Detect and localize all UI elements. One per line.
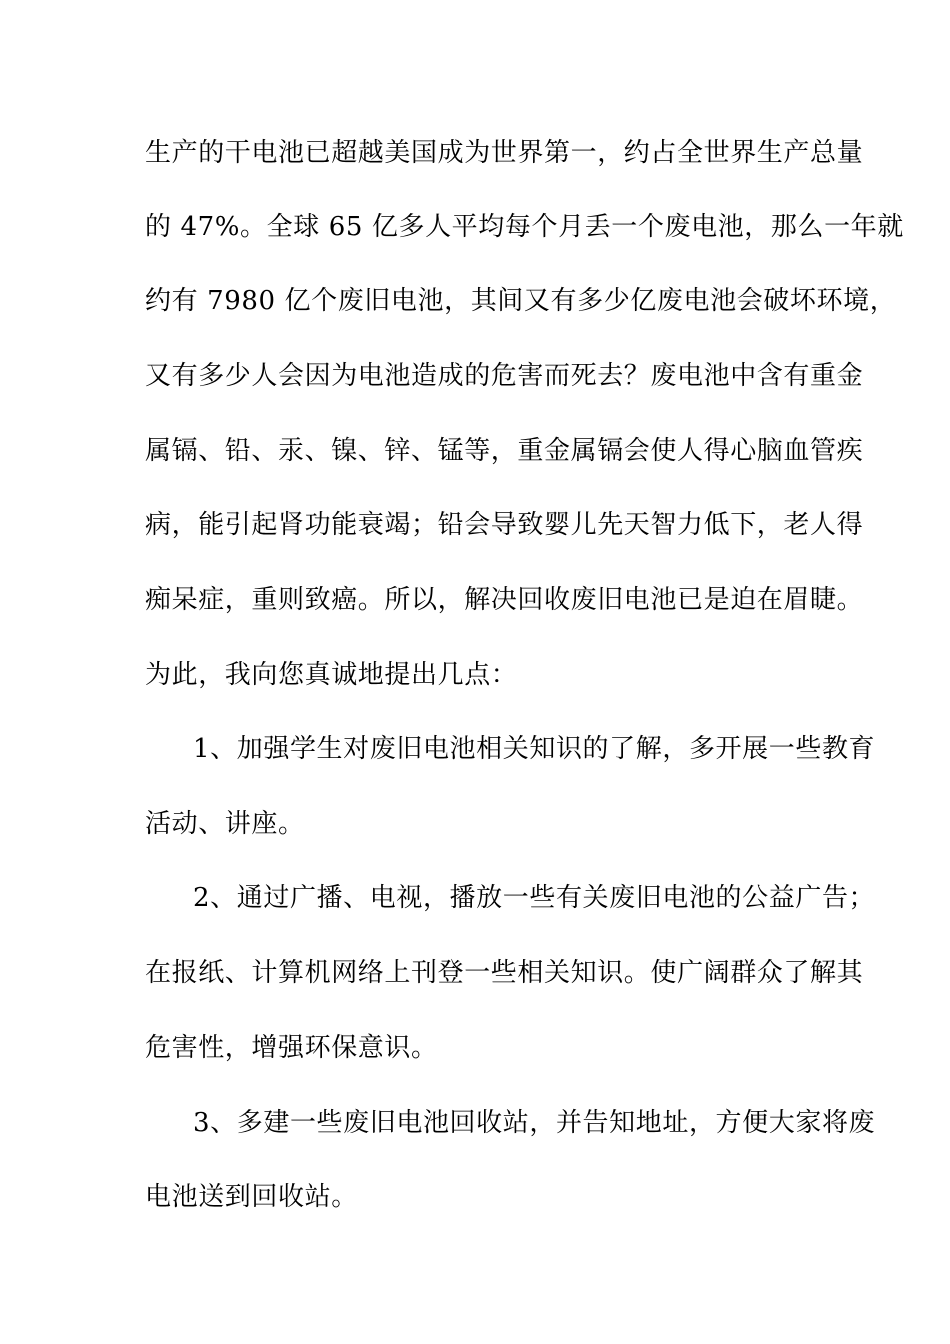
paragraph-line: 又有多少人会因为电池造成的危害而死去？废电池中含有重金 <box>145 361 864 391</box>
paragraph-line: 病，能引起肾功能衰竭；铅会导致婴儿先天智力低下，老人得 <box>145 510 864 540</box>
list-item-2-line: 2、通过广播、电视，播放一些有关废旧电池的公益广告； <box>193 883 876 913</box>
list-item-2-continuation: 危害性，增强环保意识。 <box>145 1033 438 1063</box>
list-item-3-continuation: 电池送到回收站。 <box>145 1182 358 1212</box>
paragraph-line: 属镉、铅、汞、镍、锌、锰等，重金属镉会使人得心脑血管疾 <box>145 436 864 466</box>
paragraph-line: 痴呆症，重则致癌。所以，解决回收废旧电池已是迫在眉睫。 <box>145 585 864 615</box>
list-item-1-continuation: 活动、讲座。 <box>145 809 305 839</box>
paragraph-line: 生产的干电池已超越美国成为世界第一，约占全世界生产总量 <box>145 138 864 168</box>
paragraph-line: 约有 7980 亿个废旧电池，其间又有多少亿废电池会破坏环境， <box>145 286 897 316</box>
paragraph-line: 的 47%。全球 65 亿多人平均每个月丢一个废电池，那么一年就 <box>145 212 904 242</box>
list-item-3-line: 3、多建一些废旧电池回收站，并告知地址，方便大家将废 <box>193 1108 876 1138</box>
list-item-2-continuation: 在报纸、计算机网络上刊登一些相关知识。使广阔群众了解其 <box>145 958 864 988</box>
list-item-1-line: 1、加强学生对废旧电池相关知识的了解，多开展一些教育 <box>193 734 876 764</box>
paragraph-line: 为此，我向您真诚地提出几点： <box>145 660 518 690</box>
